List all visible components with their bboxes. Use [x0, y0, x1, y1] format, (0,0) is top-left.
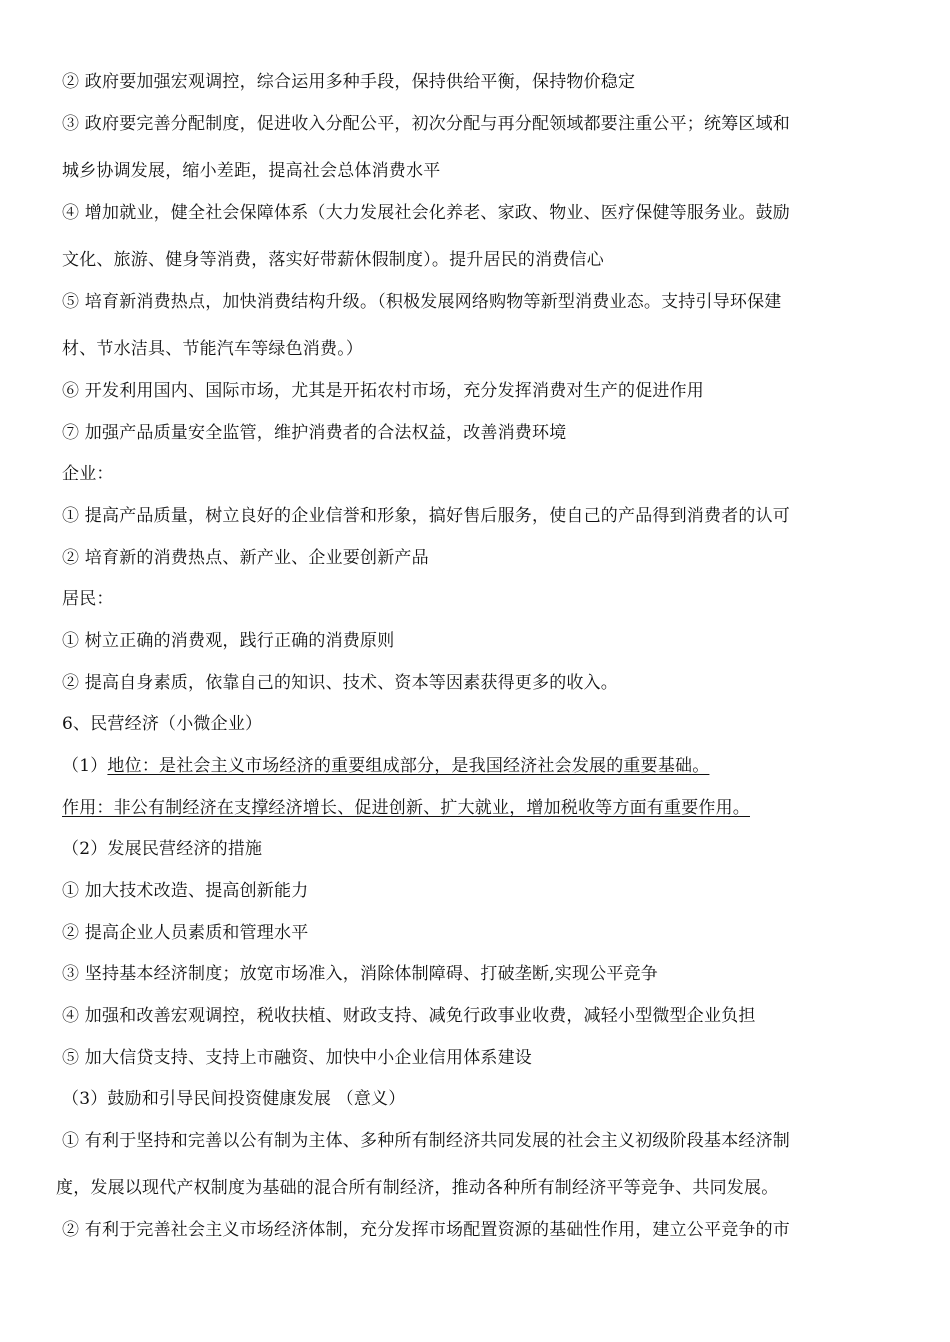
text-line: ② 提高自身素质，依靠自己的知识、技术、资本等因素获得更多的收入。 — [62, 673, 619, 693]
text-line: ③ 坚持基本经济制度；放宽市场准入，消除体制障碍、打破垄断,实现公平竞争 — [62, 964, 659, 984]
text-line: ① 提高产品质量，树立良好的企业信誉和形象，搞好售后服务，使自己的产品得到消费者的认可 — [62, 506, 791, 526]
text-line: ④ 增加就业，健全社会保障体系（大力发展社会化养老、家政、物业、医疗保健等服务业。鼓励 — [62, 203, 791, 223]
text-line: ⑤ 加大信贷支持、支持上市融资、加快中小企业信用体系建设 — [62, 1048, 533, 1068]
text-line: ⑦ 加强产品质量安全监管，维护消费者的合法权益，改善消费环境 — [62, 423, 567, 443]
text-line: ① 树立正确的消费观，践行正确的消费原则 — [62, 631, 395, 651]
text-line: ④ 加强和改善宏观调控，税收扶植、财政支持、减免行政事业收费，减轻小型微型企业负担 — [62, 1006, 756, 1026]
section-heading: 6、民营经济（小微企业） — [62, 714, 263, 734]
section-heading: 居民： — [62, 589, 114, 609]
subsection-heading: （2）发展民营经济的措施 — [62, 839, 263, 859]
subsection-heading: （3）鼓励和引导民间投资健康发展 （意义） — [62, 1089, 406, 1109]
text-line: ② 提高企业人员素质和管理水平 — [62, 923, 309, 943]
text-line: ② 培育新的消费热点、新产业、企业要创新产品 — [62, 548, 429, 568]
text-line: ② 政府要加强宏观调控，综合运用多种手段，保持供给平衡，保持物价稳定 — [62, 72, 636, 92]
text-line-underlined — [62, 797, 750, 819]
underlined-text: 地位：是社会主义市场经济的重要组成部分，是我国经济社会发展的重要基础。 — [107, 756, 710, 776]
text-line: ⑥ 开发利用国内、国际市场，尤其是开拓农村市场，充分发挥消费对生产的促进作用 — [62, 381, 705, 401]
text-line: ③ 政府要完善分配制度，促进收入分配公平，初次分配与再分配领域都要注重公平；统筹区域和 — [62, 114, 791, 134]
text-line-underlined — [62, 755, 709, 777]
subsection-number: （1） — [62, 756, 108, 776]
section-heading: 企业： — [62, 464, 114, 484]
text-line: ① 加大技术改造、提高创新能力 — [62, 881, 309, 901]
text-line: ② 有利于完善社会主义市场经济体制，充分发挥市场配置资源的基础性作用，建立公平竞争的市 — [62, 1220, 791, 1240]
text-line: 材、节水洁具、节能汽车等绿色消费。） — [62, 339, 364, 359]
text-line: ⑤ 培育新消费热点，加快消费结构升级。（积极发展网络购物等新型消费业态。支持引导环保建 — [62, 292, 782, 312]
text-line: 文化、旅游、健身等消费，落实好带薪休假制度）。提升居民的消费信心 — [62, 250, 604, 270]
underlined-text: 作用：非公有制经济在支撑经济增长、促进创新、扩大就业，增加税收等方面有重要作用。 — [62, 798, 750, 818]
text-line: 度，发展以现代产权制度为基础的混合所有制经济，推动各种所有制经济平等竞争、共同发展。 — [56, 1178, 779, 1198]
text-line: 城乡协调发展，缩小差距，提高社会总体消费水平 — [62, 161, 441, 181]
text-line: ① 有利于坚持和完善以公有制为主体、多种所有制经济共同发展的社会主义初级阶段基本经济制 — [62, 1131, 791, 1151]
